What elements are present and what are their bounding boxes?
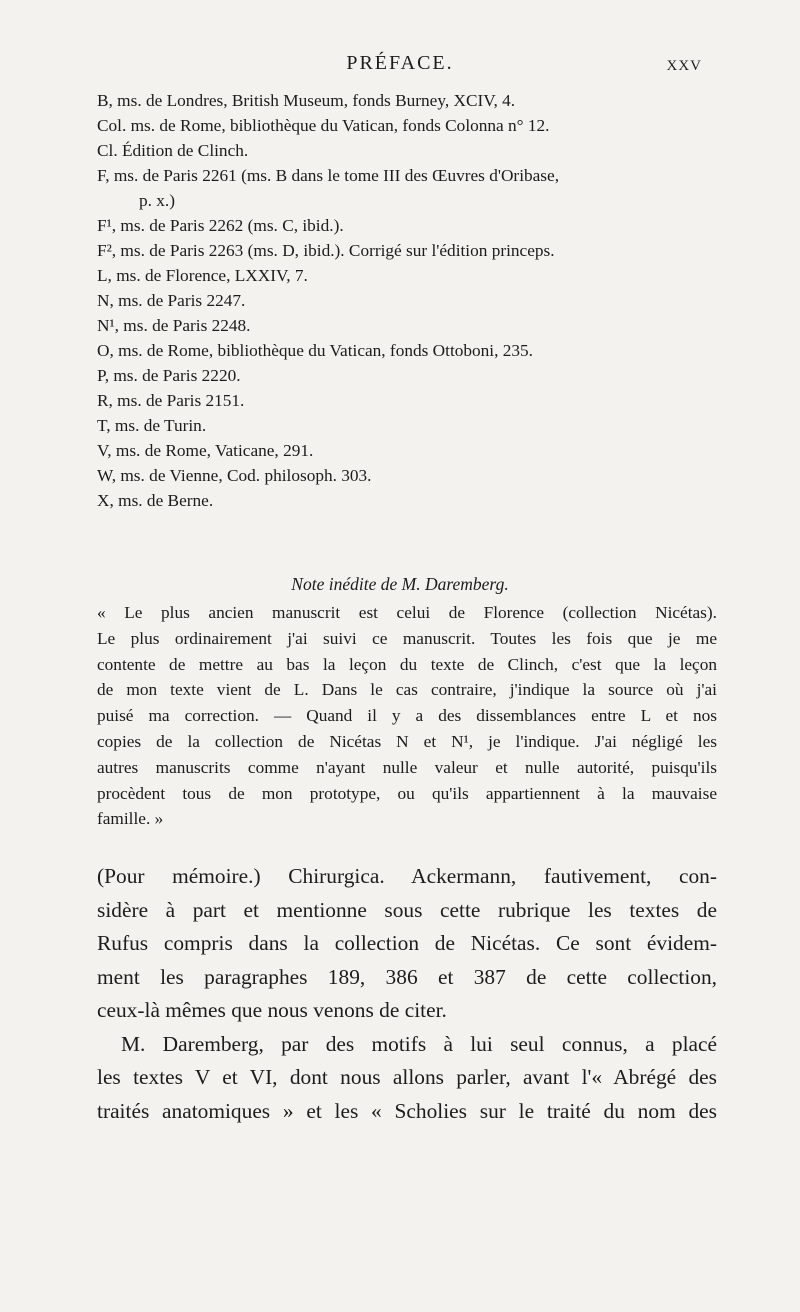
sigla-item: F², ms. de Paris 2263 (ms. D, ibid.). Corrigé sur l'édition princeps. — [97, 241, 555, 260]
note-line: autres manuscrits comme n'ayant nulle valeur et nulle autorité, puisqu'ils — [97, 757, 717, 777]
page-number: XXV — [666, 58, 702, 74]
sigla-item: R, ms. de Paris 2151. — [97, 391, 245, 410]
sigla-item: O, ms. de Rome, bibliothèque du Vatican, fonds Ottoboni, 235. — [97, 341, 533, 360]
running-title: PRÉFACE. — [346, 52, 454, 74]
sigla-item: F, ms. de Paris 2261 (ms. B dans le tome III des Œuvres d'Oribase, — [97, 166, 560, 185]
body-line: traités anatomiques » et les « Scholies sur le traité du nom des — [97, 1098, 717, 1123]
note-quote — [97, 600, 717, 832]
body-line: sidère à part et mentionne sous cette rubrique les textes de — [97, 897, 717, 922]
sigla-item: N¹, ms. de Paris 2248. — [97, 316, 251, 335]
body-line: (Pour mémoire.) Chirurgica. Ackermann, fautivement, con- — [97, 864, 717, 888]
sigla-item: P, ms. de Paris 2220. — [97, 366, 241, 385]
sigla-item: X, ms. de Berne. — [97, 491, 214, 510]
sigla-item: Col. ms. de Rome, bibliothèque du Vatican, fonds Colonna n° 12. — [97, 116, 550, 135]
body-line: les textes V et VI, dont nous allons parler, avant l'« Abrégé des — [97, 1065, 717, 1089]
body-line: M. Daremberg, par des motifs à lui seul connus, a placé — [121, 1031, 717, 1056]
sigla-item: V, ms. de Rome, Vaticane, 291. — [97, 441, 314, 460]
sigla-item: L, ms. de Florence, LXXIV, 7. — [97, 266, 308, 285]
note-line: puisé ma correction. — Quand il y a des dissemblances entre L et nos — [97, 706, 717, 726]
note-line: contente de mettre au bas la leçon du texte de Clinch, c'est que la leçon — [97, 654, 717, 674]
note-line: « Le plus ancien manuscrit est celui de Florence (collection Nicétas). — [97, 603, 717, 622]
note-line: de mon texte vient de L. Dans le cas contraire, j'indique la source où j'ai — [97, 680, 717, 700]
sigla-item: F¹, ms. de Paris 2262 (ms. C, ibid.). — [97, 216, 344, 235]
note-heading: Note inédite de M. Daremberg. — [291, 574, 509, 594]
sigla-item: Cl. Édition de Clinch. — [97, 141, 249, 160]
body-line: ceux-là mêmes que nous venons de citer. — [97, 998, 447, 1022]
body-line: ment les paragraphes 189, 386 et 387 de cette collection, — [97, 964, 717, 989]
sigla-item-continuation: p. x.) — [139, 191, 175, 210]
sigla-item: T, ms. de Turin. — [97, 416, 207, 435]
note-line: copies de la collection de Nicétas N et N¹, je l'indique. J'ai négligé les — [97, 731, 717, 751]
note-line: famille. » — [97, 809, 164, 829]
body-line: Rufus compris dans la collection de Nicétas. Ce sont évidem- — [97, 931, 717, 955]
sigla-item: W, ms. de Vienne, Cod. philosoph. 303. — [97, 466, 372, 485]
note-line: procèdent tous de mon prototype, ou qu'ils appartiennent à la mauvaise — [97, 783, 717, 803]
page-header — [0, 52, 800, 92]
note-line: Le plus ordinairement j'ai suivi ce manuscrit. Toutes les fois que je me — [97, 628, 717, 648]
sigla-item: B, ms. de Londres, British Museum, fonds Burney, XCIV, 4. — [97, 91, 516, 110]
body-paragraphs — [97, 860, 717, 1128]
sigla-item: N, ms. de Paris 2247. — [97, 291, 246, 310]
sigla-list — [97, 88, 717, 513]
